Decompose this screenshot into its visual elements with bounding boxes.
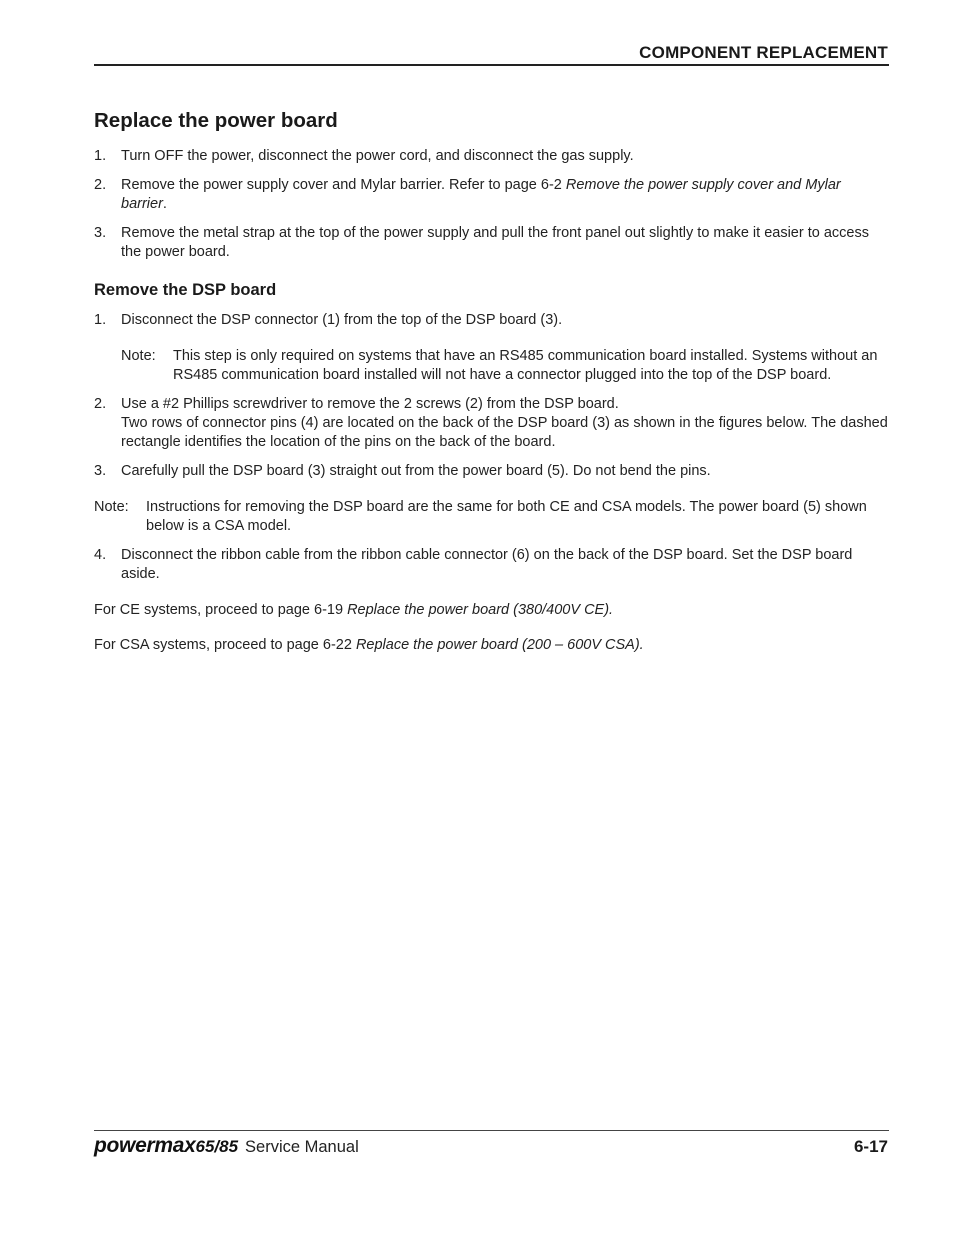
cross-reference: Replace the power board (200 – 600V CSA). — [355, 637, 644, 653]
header-divider — [94, 64, 889, 66]
cross-reference: Replace the power board (380/400V CE). — [347, 602, 614, 618]
page-number: 6-17 — [853, 1137, 888, 1156]
step-number: 3. — [94, 225, 107, 241]
step-number: 2. — [94, 396, 107, 412]
cross-reference: Remove the power supply cover and Mylar barrier — [121, 177, 841, 212]
list-item — [94, 224, 890, 262]
note-label: Note: — [121, 348, 156, 364]
step-number: 2. — [94, 177, 107, 193]
step-number: 1. — [94, 148, 107, 164]
step-text: Turn OFF the power, disconnect the power cord, and disconnect the gas supply. — [121, 148, 634, 164]
brand-logo: powermax — [94, 1134, 196, 1157]
list-item — [94, 147, 890, 166]
step-text: Carefully pull the DSP board (3) straight out from the power board (5). Do not bend the pins. — [121, 463, 711, 479]
step-number: 4. — [94, 547, 107, 563]
list-item — [94, 311, 890, 330]
note-text: This step is only required on systems that have an RS485 communication board installed. Systems without an RS485 communication board installed will not have a connector plugged into the top of the DSP board. — [173, 348, 878, 383]
step-text: Disconnect the ribbon cable from the ribbon cable connector (6) on the back of the DSP board. Set the DSP board aside. — [121, 547, 853, 582]
note-text: Instructions for removing the DSP board are the same for both CE and CSA models. The power board (5) shown below is a CSA model. — [146, 499, 867, 534]
list-item — [94, 176, 890, 214]
list-item — [94, 546, 890, 584]
footer-divider — [94, 1130, 889, 1131]
brand-model: 65/85 — [195, 1137, 239, 1156]
step-number: 1. — [94, 312, 107, 328]
step-text-detail: Two rows of connector pins (4) are located on the back of the DSP board (3) as shown in the figures below. The dashed rectangle identifies the location of the pins on the back of the board. — [121, 415, 888, 450]
ce-instruction — [94, 601, 890, 620]
page-title: Replace the power board — [94, 109, 338, 132]
main-content — [94, 108, 890, 671]
manual-title: Service Manual — [245, 1138, 359, 1156]
step-text-tail: . — [162, 196, 167, 212]
step-number: 3. — [94, 463, 107, 479]
note — [121, 347, 890, 385]
section-header: COMPONENT REPLACEMENT — [639, 43, 888, 62]
paragraph-text: For CSA systems, proceed to page 6-22 — [94, 637, 356, 653]
step-text: Disconnect the DSP connector (1) from the top of the DSP board (3). — [121, 312, 563, 328]
note-label: Note: — [94, 499, 129, 515]
step-text: Remove the metal strap at the top of the power supply and pull the front panel out slightly to make it easier to access the power board. — [121, 225, 869, 260]
list-item — [94, 395, 890, 452]
footer-product — [94, 1134, 359, 1158]
step-text: Use a #2 Phillips screwdriver to remove the 2 screws (2) from the DSP board. — [121, 396, 619, 412]
paragraph-text: For CE systems, proceed to page 6-19 — [94, 602, 348, 618]
step-text: Remove the power supply cover and Mylar barrier. Refer to page 6-2 — [121, 177, 566, 193]
note — [94, 498, 890, 536]
csa-instruction — [94, 636, 890, 655]
section-subtitle: Remove the DSP board — [94, 281, 277, 299]
list-item — [94, 462, 890, 481]
